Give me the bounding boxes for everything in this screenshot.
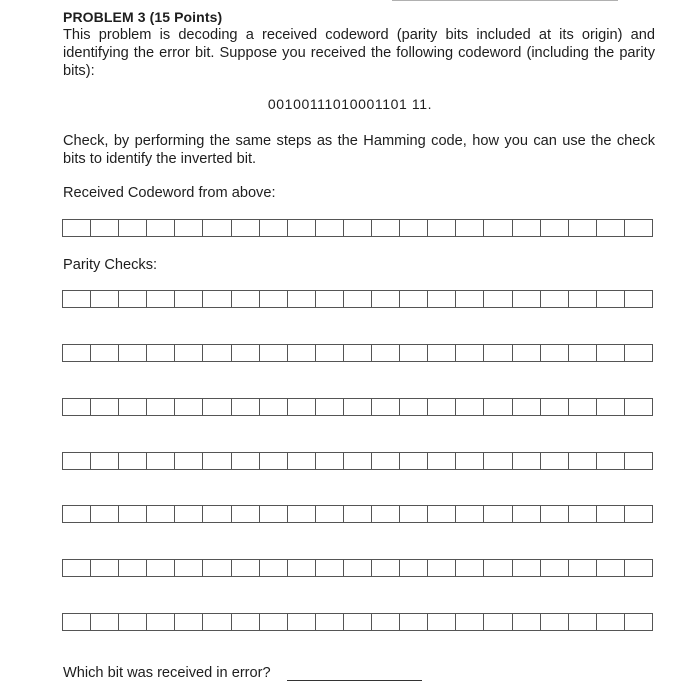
- bit-cell[interactable]: [427, 614, 455, 630]
- bit-cell[interactable]: [287, 560, 315, 576]
- bit-cell[interactable]: [202, 453, 230, 469]
- bit-cell[interactable]: [483, 291, 511, 307]
- bit-cell[interactable]: [146, 506, 174, 522]
- bit-cell[interactable]: [483, 506, 511, 522]
- bit-cell[interactable]: [118, 345, 146, 361]
- bit-cell[interactable]: [90, 345, 118, 361]
- bit-cell[interactable]: [568, 506, 596, 522]
- bit-cell[interactable]: [90, 399, 118, 415]
- bit-cell[interactable]: [315, 220, 343, 236]
- bit-cell[interactable]: [343, 560, 371, 576]
- bit-cell[interactable]: [315, 614, 343, 630]
- bit-cell[interactable]: [63, 345, 90, 361]
- bit-cell[interactable]: [231, 220, 259, 236]
- bit-cell[interactable]: [371, 220, 399, 236]
- bit-cell[interactable]: [512, 560, 540, 576]
- bit-cell[interactable]: [287, 453, 315, 469]
- bit-cell[interactable]: [231, 614, 259, 630]
- bit-cell[interactable]: [231, 291, 259, 307]
- bit-cell[interactable]: [427, 506, 455, 522]
- bit-cell[interactable]: [146, 399, 174, 415]
- bit-cell[interactable]: [371, 506, 399, 522]
- bit-cell[interactable]: [343, 220, 371, 236]
- bit-cell[interactable]: [146, 345, 174, 361]
- bit-cell[interactable]: [202, 506, 230, 522]
- bit-cell[interactable]: [259, 453, 287, 469]
- bit-cell[interactable]: [399, 560, 427, 576]
- bit-cell[interactable]: [287, 399, 315, 415]
- bit-cell[interactable]: [624, 291, 652, 307]
- bit-cell[interactable]: [63, 506, 90, 522]
- bit-cell[interactable]: [118, 453, 146, 469]
- bit-cell[interactable]: [399, 614, 427, 630]
- bit-cell[interactable]: [259, 220, 287, 236]
- bit-cell[interactable]: [512, 291, 540, 307]
- bit-cell[interactable]: [399, 291, 427, 307]
- bit-cell[interactable]: [427, 220, 455, 236]
- parity-check-grid[interactable]: [62, 344, 653, 362]
- bit-cell[interactable]: [371, 291, 399, 307]
- bit-cell[interactable]: [568, 291, 596, 307]
- parity-checks-label: Parity Checks:: [63, 257, 158, 273]
- problem-intro: This problem is decoding a received codeword (parity bits included at its origin) and identifying the error bit. Suppose you received the following codeword (including the parity bits):: [63, 27, 655, 79]
- bit-cell[interactable]: [146, 453, 174, 469]
- bit-cell[interactable]: [259, 291, 287, 307]
- bit-cell[interactable]: [287, 291, 315, 307]
- bit-cell[interactable]: [146, 291, 174, 307]
- bit-cell[interactable]: [540, 506, 568, 522]
- bit-cell[interactable]: [202, 291, 230, 307]
- bit-cell[interactable]: [343, 614, 371, 630]
- bit-cell[interactable]: [202, 345, 230, 361]
- bit-cell[interactable]: [371, 614, 399, 630]
- bit-cell[interactable]: [483, 453, 511, 469]
- bit-cell[interactable]: [512, 614, 540, 630]
- bit-cell[interactable]: [202, 614, 230, 630]
- bit-cell[interactable]: [596, 345, 624, 361]
- bit-cell[interactable]: [90, 506, 118, 522]
- bit-cell[interactable]: [315, 291, 343, 307]
- bit-cell[interactable]: [455, 453, 483, 469]
- bit-cell[interactable]: [63, 560, 90, 576]
- problem-title: PROBLEM 3 (15 Points): [63, 9, 223, 25]
- bit-cell[interactable]: [63, 614, 90, 630]
- bit-cell[interactable]: [259, 506, 287, 522]
- bit-cell[interactable]: [568, 453, 596, 469]
- bit-cell[interactable]: [259, 399, 287, 415]
- bit-cell[interactable]: [63, 453, 90, 469]
- bit-cell[interactable]: [63, 291, 90, 307]
- received-codeword-label: Received Codeword from above:: [63, 185, 276, 201]
- bit-cell[interactable]: [427, 399, 455, 415]
- bit-cell[interactable]: [596, 560, 624, 576]
- bit-cell[interactable]: [231, 399, 259, 415]
- bit-cell[interactable]: [371, 399, 399, 415]
- bit-cell[interactable]: [427, 345, 455, 361]
- bit-cell[interactable]: [624, 453, 652, 469]
- parity-check-grid[interactable]: [62, 559, 653, 577]
- bit-cell[interactable]: [287, 220, 315, 236]
- bit-cell[interactable]: [624, 560, 652, 576]
- received-codeword: 00100111010001101 11.: [267, 96, 433, 112]
- bit-cell[interactable]: [174, 560, 202, 576]
- bit-cell[interactable]: [231, 506, 259, 522]
- bit-cell[interactable]: [399, 345, 427, 361]
- bit-cell[interactable]: [483, 345, 511, 361]
- bit-cell[interactable]: [202, 399, 230, 415]
- bit-cell[interactable]: [90, 220, 118, 236]
- bit-cell[interactable]: [568, 614, 596, 630]
- bit-cell[interactable]: [596, 506, 624, 522]
- bit-cell[interactable]: [624, 506, 652, 522]
- bit-cell[interactable]: [90, 560, 118, 576]
- bit-cell[interactable]: [483, 220, 511, 236]
- bit-cell[interactable]: [146, 560, 174, 576]
- bit-cell[interactable]: [455, 345, 483, 361]
- bit-cell[interactable]: [596, 220, 624, 236]
- bit-cell[interactable]: [399, 399, 427, 415]
- bit-cell[interactable]: [202, 220, 230, 236]
- bit-cell[interactable]: [624, 614, 652, 630]
- bit-cell[interactable]: [624, 399, 652, 415]
- bit-cell[interactable]: [174, 506, 202, 522]
- bit-cell[interactable]: [455, 614, 483, 630]
- bit-cell[interactable]: [512, 345, 540, 361]
- bit-cell[interactable]: [315, 506, 343, 522]
- bit-cell[interactable]: [63, 399, 90, 415]
- bit-cell[interactable]: [315, 560, 343, 576]
- bit-cell[interactable]: [427, 560, 455, 576]
- bit-cell[interactable]: [596, 291, 624, 307]
- bit-cell[interactable]: [343, 345, 371, 361]
- bit-cell[interactable]: [540, 399, 568, 415]
- bit-cell[interactable]: [118, 560, 146, 576]
- bit-cell[interactable]: [174, 291, 202, 307]
- bit-cell[interactable]: [427, 453, 455, 469]
- bit-cell[interactable]: [455, 399, 483, 415]
- bit-cell[interactable]: [455, 506, 483, 522]
- bit-cell[interactable]: [118, 614, 146, 630]
- received-codeword-grid[interactable]: [62, 219, 653, 237]
- bit-cell[interactable]: [287, 614, 315, 630]
- bit-cell[interactable]: [90, 291, 118, 307]
- bit-cell[interactable]: [568, 345, 596, 361]
- bit-cell[interactable]: [540, 453, 568, 469]
- bit-cell[interactable]: [63, 220, 90, 236]
- bit-cell[interactable]: [596, 614, 624, 630]
- bit-cell[interactable]: [118, 220, 146, 236]
- bit-cell[interactable]: [231, 345, 259, 361]
- bit-cell[interactable]: [427, 291, 455, 307]
- bit-cell[interactable]: [399, 453, 427, 469]
- bit-cell[interactable]: [202, 560, 230, 576]
- bit-cell[interactable]: [174, 614, 202, 630]
- top-divider: [392, 0, 618, 1]
- bit-cell[interactable]: [596, 453, 624, 469]
- bit-cell[interactable]: [231, 453, 259, 469]
- bit-cell[interactable]: [118, 399, 146, 415]
- bit-cell[interactable]: [259, 345, 287, 361]
- bit-cell[interactable]: [455, 560, 483, 576]
- bit-cell[interactable]: [90, 614, 118, 630]
- bit-cell[interactable]: [512, 453, 540, 469]
- bit-cell[interactable]: [399, 220, 427, 236]
- bit-cell[interactable]: [624, 345, 652, 361]
- error-bit-question: Which bit was received in error?: [63, 665, 271, 681]
- bit-cell[interactable]: [568, 560, 596, 576]
- bit-cell[interactable]: [512, 399, 540, 415]
- bit-cell[interactable]: [540, 345, 568, 361]
- bit-cell[interactable]: [259, 560, 287, 576]
- bit-cell[interactable]: [315, 345, 343, 361]
- bit-cell[interactable]: [231, 560, 259, 576]
- bit-cell[interactable]: [174, 220, 202, 236]
- bit-cell[interactable]: [343, 453, 371, 469]
- parity-check-grid[interactable]: [62, 398, 653, 416]
- parity-check-grid[interactable]: [62, 505, 653, 523]
- bit-cell[interactable]: [568, 220, 596, 236]
- bit-cell[interactable]: [315, 399, 343, 415]
- bit-cell[interactable]: [371, 560, 399, 576]
- bit-cell[interactable]: [399, 506, 427, 522]
- bit-cell[interactable]: [483, 560, 511, 576]
- bit-cell[interactable]: [624, 220, 652, 236]
- bit-cell[interactable]: [568, 399, 596, 415]
- bit-cell[interactable]: [146, 220, 174, 236]
- bit-cell[interactable]: [483, 614, 511, 630]
- parity-check-grid[interactable]: [62, 452, 653, 470]
- bit-cell[interactable]: [118, 506, 146, 522]
- bit-cell[interactable]: [540, 614, 568, 630]
- bit-cell[interactable]: [596, 399, 624, 415]
- bit-cell[interactable]: [512, 220, 540, 236]
- bit-cell[interactable]: [118, 291, 146, 307]
- bit-cell[interactable]: [483, 399, 511, 415]
- bit-cell[interactable]: [455, 220, 483, 236]
- bit-cell[interactable]: [540, 220, 568, 236]
- bit-cell[interactable]: [455, 291, 483, 307]
- bit-cell[interactable]: [287, 506, 315, 522]
- error-bit-answer-line[interactable]: [287, 680, 422, 681]
- bit-cell[interactable]: [174, 345, 202, 361]
- bit-cell[interactable]: [540, 560, 568, 576]
- bit-cell[interactable]: [315, 453, 343, 469]
- bit-cell[interactable]: [371, 345, 399, 361]
- bit-cell[interactable]: [512, 506, 540, 522]
- bit-cell[interactable]: [371, 453, 399, 469]
- bit-cell[interactable]: [540, 291, 568, 307]
- bit-cell[interactable]: [343, 291, 371, 307]
- bit-cell[interactable]: [343, 506, 371, 522]
- parity-check-grid[interactable]: [62, 613, 653, 631]
- bit-cell[interactable]: [90, 453, 118, 469]
- bit-cell[interactable]: [174, 453, 202, 469]
- bit-cell[interactable]: [259, 614, 287, 630]
- problem-instructions: Check, by performing the same steps as the Hamming code, how you can use the check bits to identify the inverted bit.: [63, 133, 655, 167]
- bit-cell[interactable]: [174, 399, 202, 415]
- bit-cell[interactable]: [146, 614, 174, 630]
- bit-cell[interactable]: [287, 345, 315, 361]
- parity-check-grid[interactable]: [62, 290, 653, 308]
- bit-cell[interactable]: [343, 399, 371, 415]
